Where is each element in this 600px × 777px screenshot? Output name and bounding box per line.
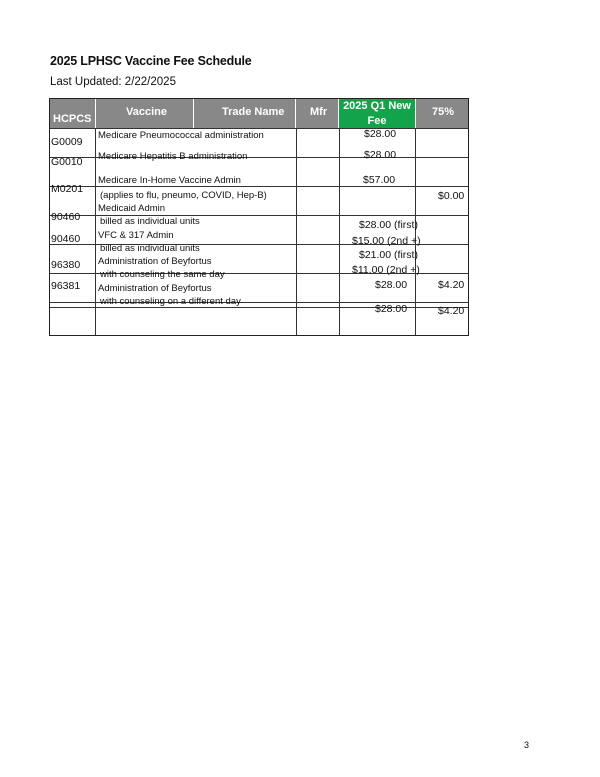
column-divider <box>415 128 416 335</box>
new-fee-value: $15.00 (2nd +) <box>352 235 421 247</box>
fee-schedule-table <box>49 98 469 336</box>
new-fee-value: $28.00 (first) <box>359 219 418 231</box>
new-fee-value: $57.00 <box>363 174 396 186</box>
vaccine-description: (applies to flu, pneumo, COVID, Hep-B) <box>100 190 267 201</box>
hcpcs-code: 96380 <box>51 259 81 271</box>
header-vaccine: Vaccine <box>96 99 194 128</box>
vaccine-description: with counseling on a different day <box>100 296 241 307</box>
vaccine-description: Medicaid Admin <box>98 203 166 214</box>
row-divider <box>50 128 468 129</box>
page-number: 3 <box>524 740 530 750</box>
column-divider <box>296 128 297 335</box>
hcpcs-code: G0010 <box>51 156 83 168</box>
vaccine-description: with counseling the same day <box>100 269 225 280</box>
vaccine-description: Administration of Beyfortus <box>98 256 212 267</box>
header-75-percent: 75% <box>416 99 468 128</box>
new-fee-value: $11.00 (2nd +) <box>352 264 420 276</box>
column-divider <box>95 128 96 335</box>
header-2025-q1-new-fee: 2025 Q1 New Fee <box>339 99 416 128</box>
last-updated: Last Updated: 2/22/2025 <box>50 76 176 88</box>
header-trade-name: Trade Name <box>194 99 296 128</box>
vaccine-description: VFC & 317 Admin <box>98 230 174 241</box>
document-title: 2025 LPHSC Vaccine Fee Schedule <box>50 54 252 68</box>
pct75-value: $4.20 <box>438 279 465 291</box>
column-divider <box>339 128 340 335</box>
hcpcs-code: 96381 <box>51 280 81 292</box>
vaccine-description: billed as individual units <box>100 243 200 254</box>
new-fee-value: $28.00 <box>375 303 408 315</box>
new-fee-value: $28.00 <box>364 128 397 140</box>
new-fee-value: $28.00 <box>364 149 397 161</box>
new-fee-value: $21.00 (first) <box>359 249 418 261</box>
hcpcs-code: 90460 <box>51 211 81 223</box>
vaccine-description: Administration of Beyfortus <box>98 283 212 294</box>
pct75-value: $4.20 <box>438 305 465 317</box>
new-fee-value: $28.00 <box>375 279 408 291</box>
vaccine-description: Medicare Pneumococcal administration <box>98 130 264 141</box>
header-mfr: Mfr <box>296 99 339 128</box>
pct75-value: $0.00 <box>438 190 465 202</box>
vaccine-description: Medicare In-Home Vaccine Admin <box>98 175 241 186</box>
hcpcs-code: 90460 <box>51 233 81 245</box>
vaccine-description: Medicare Hepatitis B administration <box>98 151 248 162</box>
hcpcs-code: G0009 <box>51 136 83 148</box>
vaccine-description: billed as individual units <box>100 216 200 227</box>
hcpcs-code: M0201 <box>51 183 84 195</box>
header-hcpcs: HCPCS <box>50 99 96 128</box>
